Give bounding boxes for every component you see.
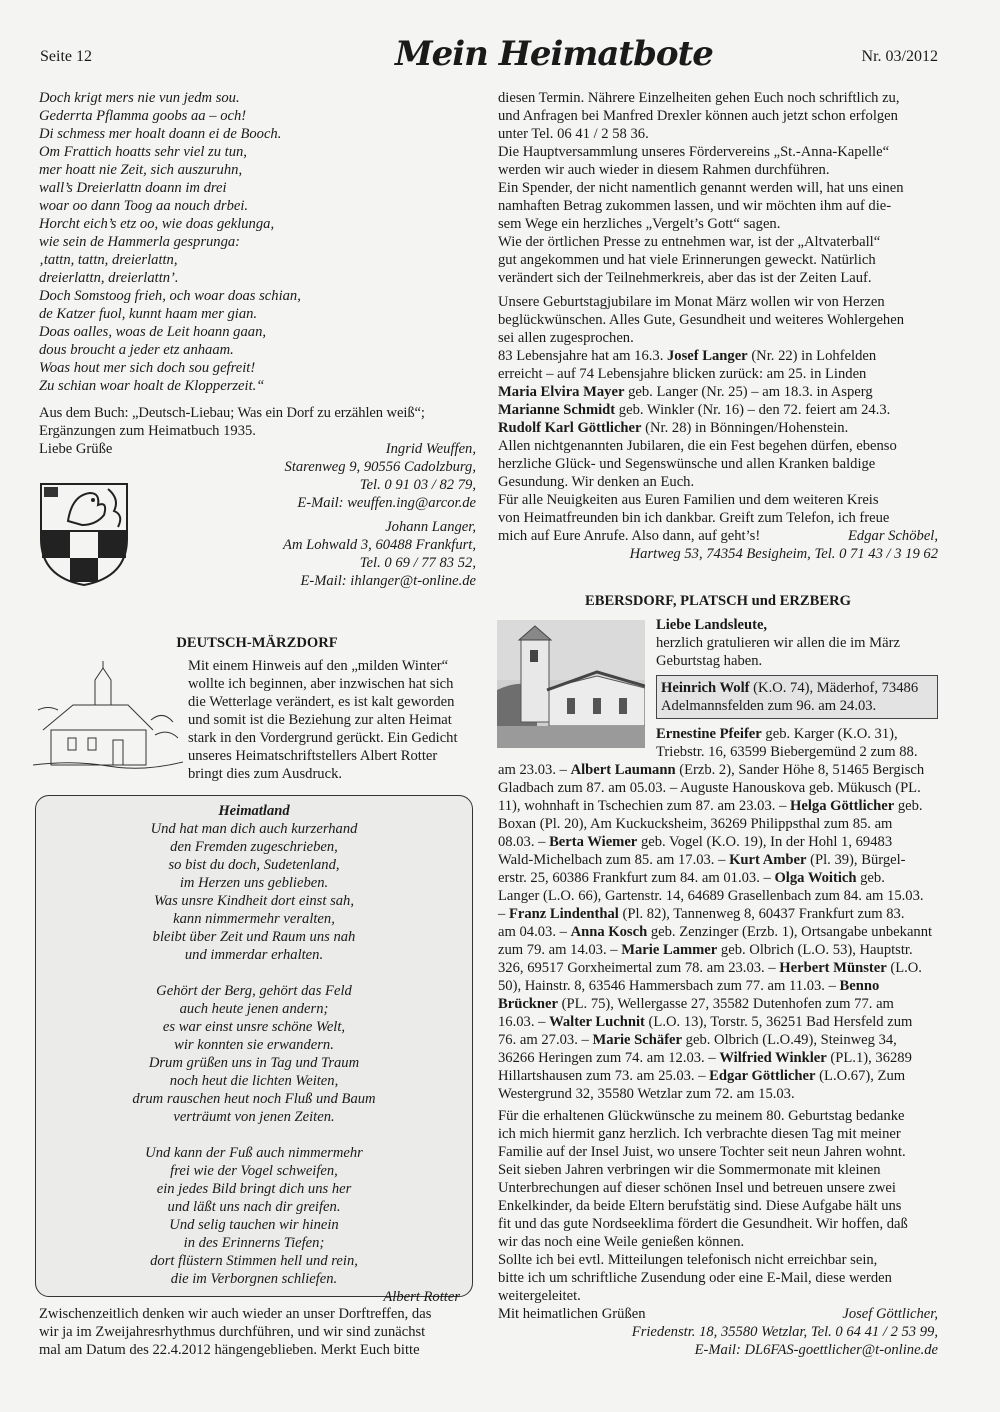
birthday-list-line	[498, 1031, 938, 1049]
text: (L.O. 13), Torstr. 5, 36251 Bad Hersfeld zum	[644, 1014, 913, 1030]
birthday-list-line	[498, 779, 938, 797]
contact-line: Johann Langer,	[385, 519, 476, 535]
poem-line: Woas hout mer sich doch sou gefreit!	[39, 360, 256, 376]
birthday-list-line	[498, 959, 938, 977]
jubilar-name: Wilfried Winkler	[719, 1050, 827, 1066]
birthday-list-line	[498, 941, 938, 959]
poem-line: frei wie der Vogel schweifen,	[170, 1163, 338, 1179]
text: (K.O. 74), Mäderhof, 73486	[749, 680, 919, 696]
box-line: Adelmannsfelden zum 96. am 24.03.	[661, 698, 877, 714]
birthday-line	[498, 383, 938, 401]
poem-line: wie sein de Hammerla gesprunga:	[39, 234, 241, 250]
text: (Nr. 22) in Lohfelden	[747, 348, 877, 364]
jubilar-name: Brückner	[498, 996, 558, 1012]
signature-name: Josef Göttlicher,	[842, 1306, 938, 1322]
jubilar-name: Anna Kosch	[570, 924, 648, 940]
text: geb. Vogel (K.O. 19), In der Hohl 1, 69483	[637, 834, 893, 850]
birthday-section	[498, 293, 938, 563]
text: 83 Lebensjahre hat am 16.3.	[498, 348, 667, 364]
text-line: werden wir auch wieder in diesem Rahmen durchführen.	[498, 162, 830, 178]
text: am 04.03. –	[498, 924, 571, 940]
contact-line: Tel. 0 91 03 / 82 79,	[359, 477, 476, 493]
text: Boxan (Pl. 20), Am Kuckucksheim, 36269 Philippsthal zum 85. am	[498, 816, 893, 832]
text: 16.03. –	[498, 1014, 550, 1030]
poem-line: bleibt über Zeit und Raum uns nah	[152, 929, 356, 945]
contact-weuffen	[240, 440, 476, 512]
greeting-text: herzlich gratulieren wir allen die im März	[656, 635, 900, 651]
birthday-line: erreicht – auf 74 Lebensjahre blicken zurück: am 25. in Linden	[498, 366, 867, 382]
contact-line: Starenweg 9, 90556 Cadolzburg,	[284, 459, 476, 475]
ebersdorf-greeting	[656, 616, 938, 719]
poem-line: Was unsre Kindheit dort einst sah,	[153, 893, 354, 909]
text-line: Gesundung. Wir denken an Euch.	[498, 474, 695, 490]
text: Mit heimatlichen Grüßen	[498, 1306, 646, 1322]
box-line	[661, 679, 933, 697]
text: geb. Zenzinger (Erzb. 1), Ortsangabe unbekannt	[647, 924, 933, 940]
intro-line: Mit einem Hinweis auf den „milden Winter“	[188, 658, 449, 674]
section-title-ebersdorf: EBERSDORF, PLATSCH und ERZBERG	[584, 593, 851, 609]
poem-line: wall’s Dreierlattn doann im drei	[39, 180, 227, 196]
jubilar-name: Kurt Amber	[729, 852, 807, 868]
text: erstr. 25, 60386 Frankfurt zum 84. am 01.03. –	[498, 870, 775, 886]
poem-line: Doas oalles, woas de Leit hoann gaan,	[39, 324, 267, 340]
reunion-text	[39, 1305, 475, 1359]
birthday-list-line	[498, 833, 938, 851]
jubilar-name: Herbert Münster	[779, 960, 887, 976]
text: (PL.1), 36289	[826, 1050, 912, 1066]
text: 36266 Heringen zum 74. am 12.03. –	[498, 1050, 720, 1066]
text: (Nr. 28) in Bönningen/Hohenstein.	[641, 420, 849, 436]
intro-text	[188, 657, 475, 783]
text-line: beglückwünschen. Alles Gute, Gesundheit und weiteres Wohlergehen	[498, 312, 905, 328]
birthday-list-line	[498, 1067, 938, 1085]
text: (L.O.	[886, 960, 922, 976]
contact-line: Ingrid Weuffen,	[385, 441, 476, 457]
dialect-poem	[39, 89, 475, 395]
birthday-list-line	[498, 995, 938, 1013]
greeting-text: Geburtstag haben.	[656, 653, 763, 669]
text-line: mal am Datum des 22.4.2012 hängengeblieben. Merkt Euch bitte	[39, 1342, 420, 1358]
poem-line: die im Verborgnen schliefen.	[170, 1271, 338, 1287]
text-line: Allen nichtgenannten Jubilaren, die ein Fest begehen dürfen, ebenso	[498, 438, 897, 454]
text: Hillartshausen zum 73. am 25.03. –	[498, 1068, 710, 1084]
poem-line: de Katzer fuol, kunnt haam mer gian.	[39, 306, 258, 322]
text-line: diesen Termin. Nährere Einzelheiten gehen Euch noch schriftlich zu,	[498, 90, 900, 106]
text-line: Ein Spender, der nicht namentlich genannt werden will, hat uns einen	[498, 180, 904, 196]
poem-line: woar oo dann Toog aa nouch drbei.	[39, 198, 249, 214]
jubilar-name: Helga Göttlicher	[790, 798, 895, 814]
birthday-list-line	[498, 725, 938, 743]
poem-line: und läßt uns nach dir greifen.	[167, 1199, 341, 1215]
text: (PL. 75), Wellergasse 27, 35582 Dutenhofen zum 77. am	[558, 996, 894, 1012]
jubilar-name: Olga Woitich	[774, 870, 857, 886]
jubilar-name: Heinrich Wolf	[661, 680, 750, 696]
poem-line: dous broucht a jeder etz anhaam.	[39, 342, 234, 358]
text: Wald-Michelbach zum 85. am 17.03. –	[498, 852, 730, 868]
poem-line: den Fremden zugeschrieben,	[170, 839, 338, 855]
signature-address: Hartweg 53, 74354 Besigheim, Tel. 0 71 43 / 3 19 62	[629, 546, 938, 562]
intro-line: stark in den Vordergrund gerückt. Ein Gedicht	[188, 730, 458, 746]
birthday-list-line	[498, 869, 938, 887]
jubilar-name: Maria Elvira Mayer	[498, 384, 625, 400]
text-line: und Anfragen bei Manfred Drexler können auch jetzt schon erfolgen	[498, 108, 898, 124]
poem-line: wir konnten sie erwandern.	[174, 1037, 334, 1053]
poem-line: Horcht eich’s etz oo, wie doas geklunga,	[39, 216, 275, 232]
text: zum 79. am 14.03. –	[498, 942, 622, 958]
jubilar-name: Josef Langer	[667, 348, 748, 364]
text: (Pl. 82), Tannenweg 8, 60437 Frankfurt zum 83.	[618, 906, 905, 922]
poem-body	[36, 820, 472, 1288]
thanks-text	[498, 1107, 938, 1359]
text-line: Sollte ich bei evtl. Mitteilungen telefonisch nicht erreichbar sein,	[498, 1252, 878, 1268]
text-line: Zwischenzeitlich denken wir auch wieder an unser Dorftreffen, das	[39, 1306, 432, 1322]
jubilar-name: Edgar Göttlicher	[709, 1068, 816, 1084]
intro-line: wollte ich beginnen, aber inzwischen hat sich	[188, 676, 454, 692]
closing-text	[498, 437, 938, 527]
reunion-continued	[498, 89, 938, 287]
text-line: sei allen zugesprochen.	[498, 330, 634, 346]
poem-line: Gehört der Berg, gehört das Feld	[156, 983, 352, 999]
jubilar-name: Franz Lindenthal	[508, 906, 619, 922]
text-line: von Heimatfreunden bin ich dankbar. Greift zum Telefon, ich freue	[498, 510, 890, 526]
jubilar-name: Ernestine Pfeifer	[656, 726, 762, 742]
poem-line: verträumt von jenen Zeiten.	[173, 1109, 335, 1125]
contact-line: E-Mail: weuffen.ing@arcor.de	[297, 495, 476, 511]
text: (L.O.67), Zum	[815, 1068, 906, 1084]
poem-line: im Herzen uns geblieben.	[179, 875, 329, 891]
text-line: Seit sieben Jahren verbringen wir die Sommermonate mit kleinen	[498, 1162, 881, 1178]
text: geb. Winkler (Nr. 16) – den 72. feiert am 24.3.	[615, 402, 891, 418]
poem-title: Heimatland	[218, 803, 290, 819]
text-line: fit und das gute Nordseeklima fördert die Gesundheit. Wir hoffen, daß	[498, 1216, 908, 1232]
text-line: bitte ich um schriftliche Zusendung oder eine E-Mail, diese werden	[498, 1270, 892, 1286]
text-line: Familie auf der Insel Juist, wo unsere Tochter seit neun Jahren wohnt.	[498, 1144, 906, 1160]
coat-of-arms-icon	[38, 481, 130, 587]
text: Gladbach zum 87. am 05.03. – Auguste Hanouskova geb. Mükusch (PL.	[498, 780, 921, 796]
thanks-body	[498, 1107, 938, 1305]
greeting: Liebe Grüße	[39, 441, 113, 457]
poem-line: und immerdar erhalten.	[184, 947, 324, 963]
poem-line: so bist du doch, Sudetenland,	[168, 857, 340, 873]
text-line: ich mich hiermit ganz herzlich. Ich verbrachte diesen Tag mit meiner	[498, 1126, 901, 1142]
poem-author: Albert Rotter	[383, 1289, 460, 1305]
text: 11), wohnhaft in Tschechien zum 87. am 23.03. –	[498, 798, 791, 814]
intro-line: unseres Heimatschriftstellers Albert Rotter	[188, 748, 438, 764]
birthday-list-line	[498, 815, 938, 833]
text: Triebstr. 16, 63599 Biebergemünd 2 zum 88.	[656, 744, 918, 760]
closing-address: Friedenstr. 18, 35580 Wetzlar, Tel. 0 64 41 / 2 53 99,	[631, 1324, 938, 1340]
poem-line: Doch krigt mers nie vun jedm sou.	[39, 90, 240, 106]
greeting-title: Liebe Landsleute,	[656, 617, 768, 633]
text: 50), Hainstr. 8, 63546 Hammersbach zum 77. am 11.03. –	[498, 978, 840, 994]
poem-line: kann nimmermehr veralten,	[173, 911, 335, 927]
text-line: namhaften Betrag zukommen lassen, und wir möchten ihm auf die-	[498, 198, 892, 214]
poem-line: Und selig tauchen wir hinein	[169, 1217, 339, 1233]
birthday-line	[498, 347, 938, 365]
poem-line: mer hoatt nie Zeit, sich auszuruhn,	[39, 162, 243, 178]
jubilar-name: Berta Wiemer	[549, 834, 638, 850]
text-line: gut angekommen und hat viele Erinnerungen geweckt. Natürlich	[498, 252, 876, 268]
poem-line: Di schmess mer hoalt doann ei de Booch.	[39, 126, 282, 142]
text: geb. Karger (K.O. 31),	[761, 726, 898, 742]
text: (Pl. 39), Bürgel-	[806, 852, 906, 868]
birthday-list-line	[498, 923, 938, 941]
text-line: Für die erhaltenen Glückwünsche zu meinem 80. Geburtstag bedanke	[498, 1108, 905, 1124]
contact-line: E-Mail: ihlanger@t-online.de	[300, 573, 476, 589]
birthday-intro	[498, 293, 938, 347]
poem-line: Om Frattich hoatts sehr viel zu tun,	[39, 144, 247, 160]
contact-line: Am Lohwald 3, 60488 Frankfurt,	[283, 537, 476, 553]
text: geb. Langer (Nr. 25) – am 18.3. in Asperg	[624, 384, 873, 400]
birthday-list-line	[498, 797, 938, 815]
text: –	[498, 906, 509, 922]
text: Langer (L.O. 66), Gartenstr. 14, 64689 Grasellenbach zum 84. am 15.03.	[498, 888, 924, 904]
poem-line: Und hat man dich auch kurzerhand	[150, 821, 358, 837]
poem-line: auch heute jenen andern;	[179, 1001, 329, 1017]
text: am 23.03. –	[498, 762, 571, 778]
text: 326, 69517 Gorxheimertal zum 78. am 23.03. –	[498, 960, 780, 976]
text-line: Wie der örtlichen Presse zu entnehmen war, ist der „Altvaterball“	[498, 234, 881, 250]
closing-line	[498, 1305, 938, 1323]
jubilar-name: Marie Schäfer	[592, 1032, 683, 1048]
poem-line: dort flüstern Stimmen hell und rein,	[150, 1253, 358, 1269]
poem-line: Und kann der Fuß auch nimmermehr	[145, 1145, 363, 1161]
masthead-logo: Mein Heimatbote	[395, 34, 713, 74]
text-line: Unterbrechungen auf dieser schönen Insel und betreuen unsere zwei	[498, 1180, 896, 1196]
poem-line: Gederrta Pflamma goobs aa – och!	[39, 108, 247, 124]
birthday-list-line	[498, 1049, 938, 1067]
source-line: Ergänzungen zum Heimatbuch 1935.	[39, 423, 256, 439]
highlight-box	[656, 675, 938, 719]
contact-line: Tel. 0 69 / 77 83 52,	[359, 555, 476, 571]
birthday-line	[498, 419, 938, 437]
poem-line	[36, 964, 472, 982]
text: 08.03. –	[498, 834, 550, 850]
text-line: Für alle Neuigkeiten aus Euren Familien und dem weiteren Kreis	[498, 492, 879, 508]
text: geb. Olbrich (L.O. 53), Hauptstr.	[717, 942, 913, 958]
poem-line: in des Erinnerns Tiefen;	[183, 1235, 325, 1251]
text-line: verändert sich der Teilnehmerkreis, aber das ist der Zeiten Lauf.	[498, 270, 872, 286]
birthday-line	[498, 401, 938, 419]
intro-line: bringt dies zum Ausdruck.	[188, 766, 343, 782]
birthday-list-line	[498, 977, 938, 995]
birthday-list	[498, 725, 938, 1103]
chapel-sketch-icon	[33, 660, 183, 770]
text-line: weitergeleitet.	[498, 1288, 581, 1304]
text-line: unter Tel. 06 41 / 2 58 36.	[498, 126, 649, 142]
text-line: sem Wege ein herzliches „Vergelt’s Gott“ sagen.	[498, 216, 781, 232]
text-line: Die Hauptversammlung unseres Fördervereins „St.-Anna-Kapelle“	[498, 144, 890, 160]
text: (Erzb. 2), Sander Höhe 8, 51465 Bergisch	[675, 762, 925, 778]
poem-line	[36, 1126, 472, 1144]
poem-line: ‚tattn, tattn, dreierlattn,	[39, 252, 178, 268]
birthday-list-line	[498, 887, 938, 905]
birthday-list-line	[498, 761, 938, 779]
poem-line: ein jedes Bild bringt dich uns her	[156, 1181, 352, 1197]
text-line: Unsere Geburtstagjubilare im Monat März wollen wir von Herzen	[498, 294, 885, 310]
birthday-list-line	[498, 1085, 938, 1103]
contact-langer	[240, 518, 476, 590]
poem-line: es war einst unsre schöne Welt,	[162, 1019, 346, 1035]
jubilar-name: Albert Laumann	[570, 762, 676, 778]
text: mich auf Eure Anrufe. Also dann, auf geht’s!	[498, 528, 761, 544]
poem-line: noch heut die lichten Weiten,	[169, 1073, 339, 1089]
birthday-list-line	[498, 1013, 938, 1031]
jubilar-name: Walter Luchnit	[549, 1014, 645, 1030]
intro-line: die Wetterlage verändert, es ist kalt geworden	[188, 694, 455, 710]
poem-line: Zu schian woar hoalt de Klopperzeit.“	[39, 378, 265, 394]
signature-line	[498, 527, 938, 545]
poem-box-heimatland	[35, 795, 473, 1305]
issue-number: Nr. 03/2012	[861, 48, 938, 65]
birthday-list-line	[498, 851, 938, 869]
signature-name: Edgar Schöbel,	[848, 528, 938, 544]
birthday-list-line	[498, 905, 938, 923]
jubilar-name: Rudolf Karl Göttlicher	[498, 420, 642, 436]
text: Westergrund 32, 35580 Wetzlar zum 72. am 15.03.	[498, 1086, 795, 1102]
jubilar-name: Benno	[839, 978, 880, 994]
jubilar-name: Marianne Schmidt	[498, 402, 616, 418]
source-line: Aus dem Buch: „Deutsch-Liebau; Was ein Dorf zu erzählen weiß“;	[39, 405, 425, 421]
intro-line: und somit ist die Beziehung zur alten Heimat	[188, 712, 452, 728]
text-line: herzliche Glück- und Segenswünsche und allen Kranken baldige	[498, 456, 876, 472]
poem-line: Drum grüßen uns in Tag und Traum	[148, 1055, 360, 1071]
closing-email: E-Mail: DL6FAS-goettlicher@t-online.de	[694, 1342, 938, 1358]
text: geb.	[894, 798, 923, 814]
section-title-deutsch-maerzdorf: DEUTSCH-MÄRZDORF	[176, 635, 338, 651]
poem-line: drum rauschen heut noch Fluß und Baum	[132, 1091, 376, 1107]
text-line: wir ja im Zweijahresrhythmus durchführen, und wir sind zunächst	[39, 1324, 426, 1340]
birthday-list-line	[498, 743, 938, 761]
text-line: Enkelkinder, da beide Eltern berufstätig sind. Diese Aufgabe hält uns	[498, 1198, 902, 1214]
page-number: Seite 12	[40, 48, 92, 65]
text: geb. Olbrich (L.O.49), Steinweg 34,	[682, 1032, 897, 1048]
jubilar-name: Marie Lammer	[621, 942, 718, 958]
text: 76. am 27.03. –	[498, 1032, 593, 1048]
poem-line: Doch Somstoog frieh, och woar doas schian,	[39, 288, 301, 304]
poem-line: dreierlattn, dreierlattn’.	[39, 270, 179, 286]
text: geb.	[856, 870, 885, 886]
text-line: wir das noch eine Weile genießen können.	[498, 1234, 745, 1250]
